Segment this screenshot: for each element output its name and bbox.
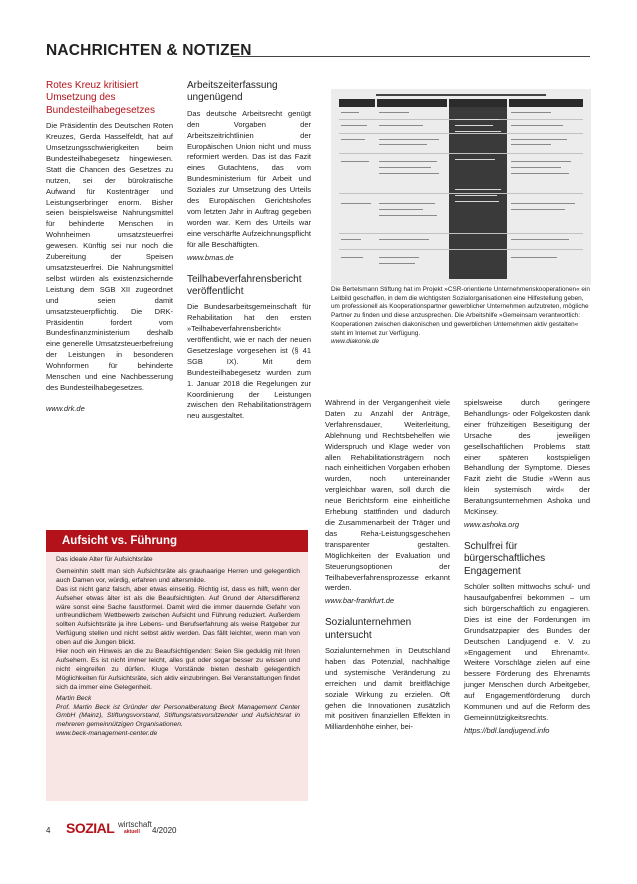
table-cell-text [379, 203, 435, 204]
logo-tag: aktuell [124, 829, 140, 835]
table-cell-text [455, 201, 499, 202]
article-teilhabe-continued [325, 398, 450, 733]
table-cell-text [511, 125, 563, 126]
table-cell-text [379, 167, 431, 168]
table-cell-text [379, 215, 437, 216]
table-cell-text [455, 195, 497, 196]
table-cell-text [511, 239, 569, 240]
article-source-link[interactable]: https://bdl.landjugend.info [464, 725, 550, 735]
table-cell-text [511, 112, 551, 113]
logo-subtitle: wirtschaft [118, 820, 152, 829]
table-row-divider [339, 133, 583, 134]
table-cell-text [455, 159, 495, 160]
box-title: Aufsicht vs. Führung [46, 530, 308, 552]
table-cell-text [341, 257, 363, 258]
comparison-table [339, 99, 583, 279]
table-row-divider [339, 249, 583, 250]
figure-title-bar [339, 93, 583, 98]
article-heading: Sozialunternehmen untersucht [325, 617, 412, 641]
table-cell-text [379, 263, 415, 264]
table-cell-text [379, 161, 437, 162]
box-body [46, 552, 308, 739]
table-cell-text [379, 257, 419, 258]
table-row-divider [339, 153, 583, 154]
article-source-link[interactable]: www.bmas.de [187, 252, 234, 262]
table-cell-text [379, 112, 409, 113]
table-cell-text [511, 144, 551, 145]
article-text: Während in der Vergangenheit viele Daten zu Anzahl der Anträge, Verfahrensdauer, Weiterleitung, Ablehnung und Rechtsbehelfen wie Widerspruch und Klage weder von allen Rehabilitationsträgern noch nach einheitlichen Vorgaben erhoben wurden, noch untereinander vergleichbar waren, soll durch die neue Berichtsform eine einheitliche Erhebung stattfinden und dadurch die Zusammenarbeit der Träger und das Reha-Leistungsgeschehen transparenter gestalten. Möglichkeiten der Evaluation und Steuerungsoptionen der Teilhabeverfahrensprozesse erkannt werden. [325, 398, 450, 593]
figure-caption [331, 286, 593, 347]
table-cell-text [511, 167, 561, 168]
article-source-link[interactable]: www.ashoka.org [464, 519, 520, 529]
table-cell-text [379, 144, 427, 145]
box-paragraph: Das ist nicht ganz falsch, aber etwas einseitig. Richtig ist, dass es hilft, wenn der Aufseher etwas älter ist als die Beaufsichtigten. Auf Grund der Altersdifferenz wäre sonst eine Sache faustformel. Damit wird die immer dauernde Gefahr von unfreundlichem Wettbewerb zwischen Aufsicht und Führung reduziert. Außerdem sollten Aufsichtsräte ja ihre Lebens- und Berufserfahrung als weise Ratgeber zur Verfügung stellen und nicht selbst aktiv werden. Das fällt leichter, wenn man von oben auf die Jungen blickt. [56, 585, 300, 647]
table-cell-text [341, 239, 361, 240]
article-source-link[interactable]: www.drk.de [46, 403, 85, 413]
logo-wordmark: SOZIAL [66, 820, 115, 836]
article-sozialunternehmen-continued [464, 398, 590, 737]
table-cell-text [379, 209, 423, 210]
table-cell-text [379, 173, 439, 174]
table-cell-text [455, 125, 493, 126]
table-cell-text [379, 125, 423, 126]
table-cell-text [455, 131, 501, 132]
article-heading: Schulfrei für bürgerschaftliches Engagement [464, 540, 546, 577]
box-paragraph: Hier noch ein Hinweis an die zu Beaufsichtigenden: Seien Sie geduldig mit Ihren Aufsehern. Es ist nicht immer leicht, alles gut oder sogar besser zu wissen und nicht eingreifen zu dürfen. Kluge Vorstände bieten deshalb gelegentlich Möglichkeiten für Aufsichtsräte, sich aktiv einzubringen. Bei Veranstaltungen findet sich da immer eine Gelegenheit. [56, 648, 300, 691]
table-cell-text [511, 139, 567, 140]
box-author: Martin Beck [56, 694, 92, 702]
caption-source-link[interactable]: www.diakonie.de [331, 338, 379, 346]
table-header-cell [509, 99, 583, 107]
table-cell-text [455, 119, 499, 120]
article-text: Das deutsche Arbeitsrecht genügt den Vorgaben der Arbeitszeitrichtlinien der Europäischen Union nicht und muss reformiert werden. Das ist das Fazit eines Gutachtens, das vom Bundesministerium für Arbeit und Soziales zur Umsetzung des Urteils des Europäischen Gerichtshofes vom letzten Jahr in Auftrag gegeben worden war. Kern des Urteils war eine verschärfte Aufzeichnungspflicht für alle Beschäftigten. [187, 108, 311, 249]
comparison-table-figure [331, 89, 591, 285]
page-number: 4 [46, 826, 51, 835]
box-paragraph: Gemeinhin stellt man sich Aufsichtsräte als grauhaarige Herren und gelegentlich auch Damen vor, würdig, erfahren und altersmilde. [56, 567, 300, 584]
article-arbeitszeit [187, 80, 311, 422]
box-lead: Das ideale Alter für Aufsichtsräte [56, 556, 153, 563]
box-author-bio: Prof. Martin Beck ist Gründer der Personalberatung Beck Management Center GmbH (Mainz), Stiftungsvorstand, Stiftungsratsvorsitzender und Aufsichtsrat in mehreren gemeinnützigen Organisationen. [56, 703, 300, 729]
article-text: Sozialunternehmen in Deutschland haben das Potenzial, nachhaltige und systemische Veränderung zu erreichen und damit breitflächige soziale Wirkung zu erzielen. Oft gehen die Innovationen zusätzlich mit positiven finanziellen Effekten in Milliardenhöhe einher, bei- [325, 646, 450, 732]
table-cell-text [341, 112, 359, 113]
table-cell-text [341, 161, 369, 162]
page-header-title: NACHRICHTEN & NOTIZEN [46, 42, 252, 59]
article-text: Schüler sollten mittwochs schul- und hausaufgabenfrei bekommen – um sich bürgerschaftlich zu engagieren. Dies ist eine der Forderungen im Grundsatzpapier des Bundes der Deutschen Landjugend e. V. zu »Engagement und Ehrenamt«. Weitere Vorschläge zielen auf eine bessere Förderung des Ehrenamts junger Menschen durch Arbeitgeber, auf Engagementförderung durch Kommunen und auf die Reform des Gemeinnützigkeitsrechts. [464, 582, 590, 722]
table-header-cell [449, 99, 507, 107]
table-header-cell [339, 99, 375, 107]
table-row-divider [339, 233, 583, 234]
table-cell-text [341, 125, 367, 126]
table-cell-text [511, 203, 575, 204]
table-cell-text [379, 239, 429, 240]
info-box-aufsicht [46, 530, 308, 801]
article-drk [46, 80, 173, 415]
table-cell-text [341, 139, 365, 140]
article-source-link[interactable]: www.bar-frankfurt.de [325, 596, 395, 606]
article-text: Die Präsidentin des Deutschen Roten Kreuzes, Gerda Hasselfeldt, hat auf Umsetzungsschwierigkeiten beim Bundesteilhabegesetz hingewiesen. Statt die Chancen des Gesetzes zu nutzen, sei der bürokratische Aufwand für Kostenträger und Leistungserbringer enorm. Bisher seien beispielsweise Nahrungsmittel für behinderte Menschen in Wohnheimen umsatzsteuerfrei gewesen. Künftig sei nur noch die Zubereitung der Speisen umsatzsteuerfrei. Die Nahrungsmittel selbst würden als existenzsichernde Leistung dem SGB XII zugeordnet und seien damit umsatzsteuerpflichtig. Die DRK-Präsidentin fordert vom Bundesfinanzministerium deshalb eine generelle Umsatzsteuerbefreiung der Leistungen in besonderen Wohnformen für behinderte Menschen und eine Nachbesserung des Bundesteilhabegesetzes. [46, 121, 173, 392]
box-source-link[interactable]: www.beck-management-center.de [56, 730, 158, 738]
table-cell-text [511, 161, 571, 162]
table-cell-text [455, 189, 501, 190]
article-text: Die Bundesarbeitsgemeinschaft für Rehabilitation hat den ersten »Teilhabeverfahrensbericht« veröffentlicht, wie er nach der neuen Gesetzeslage vorgesehen ist (§ 41 SGB IX). Mit dem Bundesteilhabegesetz wurden zum 1. Januar 2018 die Regelungen zur Koordinierung der Leistungen zwischen den Rehabilitationsträgern neu ausgestaltet. [187, 302, 311, 421]
table-cell-text [379, 139, 439, 140]
table-header-cell [377, 99, 447, 107]
caption-text: Die Bertelsmann Stiftung hat im Projekt »CSR-orientierte Unternehmenskooperationen« ein Leitbild geschaffen, in dem die wichtigsten Sozialorganisationen eine Hilfestellung geben, um professionell als Kooperationspartner gewerblicher Unternehmen aufzutreten, mögliche Partner zu finden und diese anzusprechen. Die Arbeitshilfe »Gemeinsam verantwortlich: Kooperationen zwischen diakonischen und gewerblichen Unternehmen aktiv gestalten« steht im Internet zur Verfügung. [331, 286, 590, 337]
article-heading: Teilhabeverfahrensbericht veröffentlicht [187, 273, 302, 297]
page-footer [0, 820, 637, 840]
table-cell-text [511, 209, 565, 210]
table-cell-text [341, 203, 371, 204]
issue-number: 4/2020 [152, 826, 177, 835]
article-text: spielsweise durch geringere Behandlungs- oder Folgekosten dank einer frühzeitigen Beseitigung der Ursache des jeweiligen gesellschaftlichen Problems statt einer späteren kostspieligen Behandlung der Symptome. Dieses Fazit zieht die Studie »Wenn aus klein systemisch wird« der Beratungsunternehmen Ashoka und McKinsey. [464, 398, 590, 517]
article-heading: Arbeitszeiterfassung ungenügend [187, 80, 278, 104]
article-heading: Rotes Kreuz kritisiert Umsetzung des Bundesteilhabegesetzes [46, 80, 155, 116]
table-cell-text [511, 173, 569, 174]
table-cell-text [511, 257, 557, 258]
table-row-divider [339, 193, 583, 194]
header-rule [232, 56, 590, 57]
